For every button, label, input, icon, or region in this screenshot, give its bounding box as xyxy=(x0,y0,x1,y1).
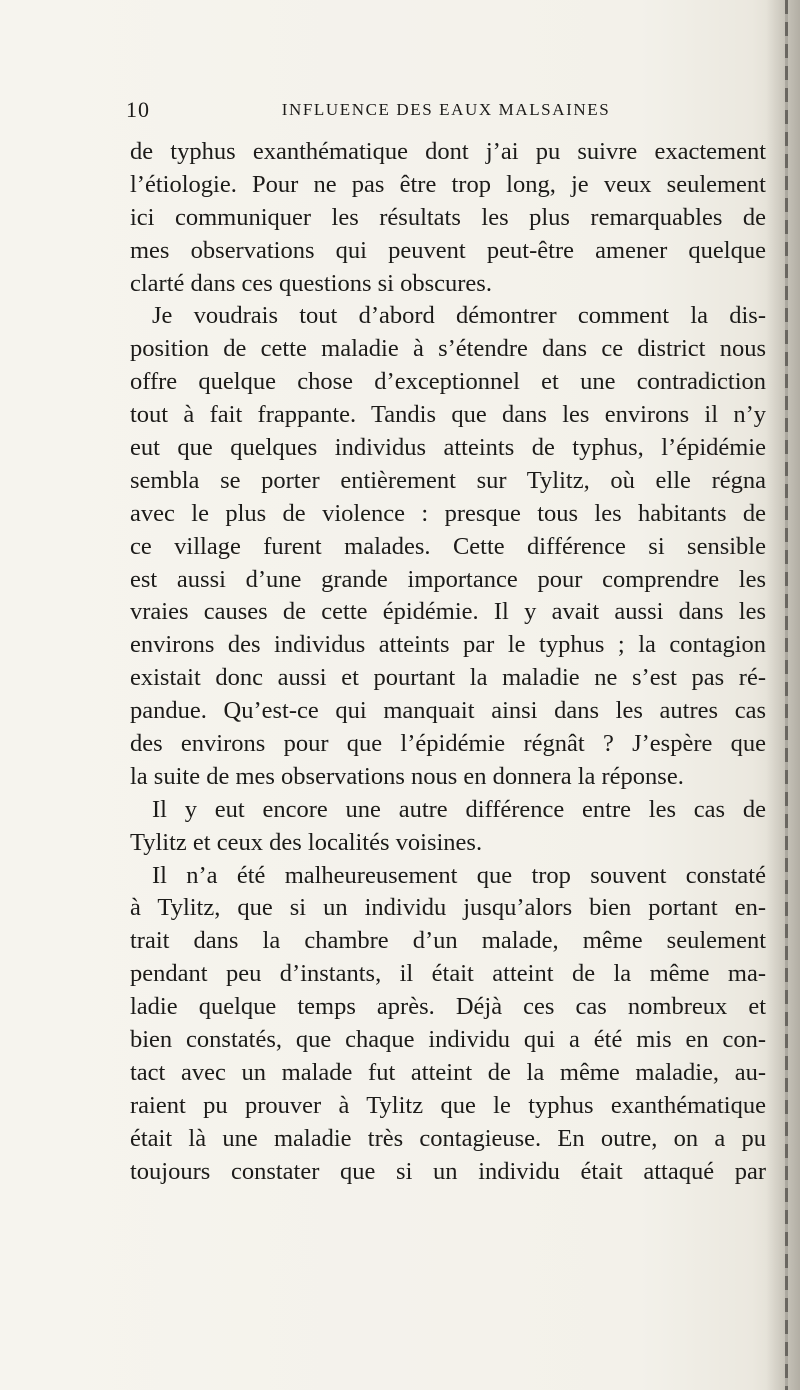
text-line: sembla se porter entièrement sur Tylitz, où elle régna xyxy=(130,466,766,494)
text-line: de typhus exanthématique dont j’ai pu suivre exactement xyxy=(130,138,766,165)
text-line: raient pu prouver à Tylitz que le typhus exanthématique xyxy=(130,1091,766,1119)
text-line: environs des individus atteints par le typhus ; la contagion xyxy=(130,631,766,659)
text-line: ici communiquer les résultats les plus remarquables de xyxy=(130,203,766,231)
text-line: pendant peu d’instants, il était atteint de la même ma- xyxy=(130,960,766,988)
text-line: était là une maladie très contagieuse. En outre, on a pu xyxy=(130,1124,766,1152)
text-line: des environs pour que l’épidémie régnât ? J’espère que xyxy=(130,730,766,758)
text-line: trait dans la chambre d’un malade, même seulement xyxy=(130,927,766,955)
running-header xyxy=(126,95,766,125)
text-line: Je voudrais tout d’abord démontrer comment la dis- xyxy=(152,302,766,330)
body-text xyxy=(130,136,766,1189)
running-title: INFLUENCE DES EAUX MALSAINES xyxy=(281,100,611,119)
text-line: pandue. Qu’est-ce qui manquait ainsi dans les autres cas xyxy=(130,697,766,725)
text-line: existait donc aussi et pourtant la maladie ne s’est pas ré- xyxy=(130,664,766,692)
text-line: position de cette maladie à s’étendre dans ce district nous xyxy=(130,335,766,363)
page-gutter-shadow xyxy=(766,0,800,1390)
text-line: ce village furent malades. Cette différence si sensible xyxy=(130,532,766,560)
text-line: à Tylitz, que si un individu jusqu’alors bien portant en- xyxy=(130,894,766,922)
text-line: Tylitz et ceux des localités voisines. xyxy=(130,828,483,856)
text-line: clarté dans ces questions si obscures. xyxy=(130,269,492,297)
text-line: eut que quelques individus atteints de typhus, l’épidémie xyxy=(130,434,766,462)
text-line: avec le plus de violence : presque tous les habitants de xyxy=(130,499,766,527)
text-line: est aussi d’une grande importance pour comprendre les xyxy=(130,565,766,593)
text-line: bien constatés, que chaque individu qui a été mis en con- xyxy=(130,1026,766,1054)
text-line: mes observations qui peuvent peut-être amener quelque xyxy=(130,236,766,264)
text-line: vraies causes de cette épidémie. Il y avait aussi dans les xyxy=(130,598,766,626)
page-binding-edge xyxy=(785,0,788,1390)
text-line: Il y eut encore une autre différence entre les cas de xyxy=(152,795,766,823)
text-line: l’étiologie. Pour ne pas être trop long, je veux seulement xyxy=(130,170,766,198)
text-line: offre quelque chose d’exceptionnel et une contradiction xyxy=(130,368,766,396)
page-number: 10 xyxy=(126,97,150,122)
text-line: toujours constater que si un individu était attaqué par xyxy=(130,1157,766,1185)
text-line: Il n’a été malheureusement que trop souvent constaté xyxy=(152,861,766,889)
text-line: tact avec un malade fut atteint de la même maladie, au- xyxy=(130,1058,766,1086)
text-line: la suite de mes observations nous en donnera la réponse. xyxy=(130,762,684,790)
text-line: tout à fait frappante. Tandis que dans les environs il n’y xyxy=(130,401,766,429)
text-line: ladie quelque temps après. Déjà ces cas nombreux et xyxy=(130,993,766,1021)
